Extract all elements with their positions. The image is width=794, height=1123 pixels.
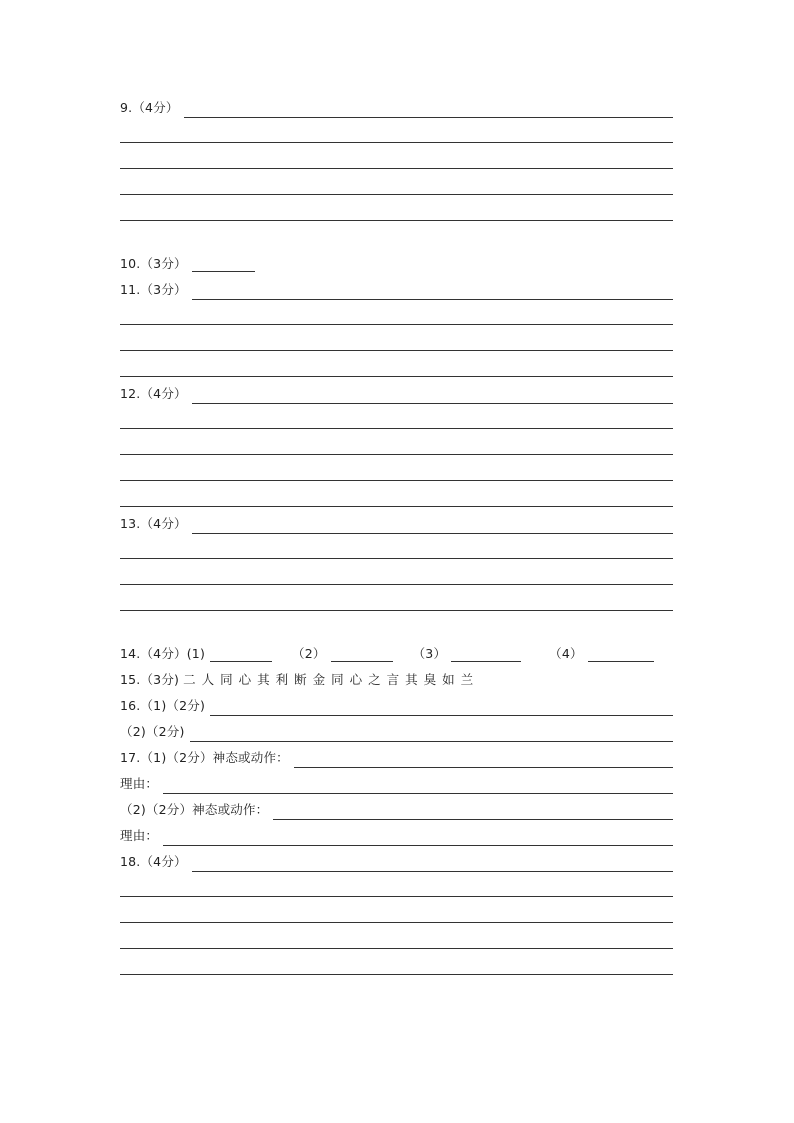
question-9-label: 9.（4分） [120, 100, 179, 115]
answer-line[interactable] [120, 168, 673, 169]
answer-line[interactable] [120, 142, 673, 143]
question-16-part-1-row [120, 696, 673, 716]
question-15-label: 15.（3分) [120, 672, 180, 687]
answer-line[interactable] [120, 584, 673, 585]
question-14-label: 14.（4分）(1) [120, 646, 206, 661]
question-13-label: 13.（4分） [120, 516, 187, 531]
answer-line[interactable] [120, 454, 673, 455]
answer-line[interactable] [120, 922, 673, 923]
question-16-part-2-row [120, 722, 673, 742]
answer-line[interactable] [192, 402, 673, 404]
question-17-part-1-row [120, 748, 673, 768]
question-13-row [120, 514, 673, 534]
answer-blank-1[interactable] [210, 660, 272, 662]
answer-line[interactable] [120, 974, 673, 975]
question-18-row [120, 852, 673, 872]
answer-blank-3[interactable] [451, 660, 521, 662]
question-10-row [120, 254, 320, 274]
answer-blank-4[interactable] [588, 660, 654, 662]
question-17-part-2-label: （2)（2分）神态或动作： [120, 802, 269, 817]
answer-line[interactable] [120, 896, 673, 897]
answer-line[interactable] [120, 480, 673, 481]
question-15-row [120, 670, 673, 690]
answer-line[interactable] [120, 610, 673, 611]
question-17-reason-2-label: 理由： [120, 828, 159, 843]
answer-line[interactable] [120, 324, 673, 325]
question-16-part-1-label: 16.（1)（2分) [120, 698, 206, 713]
question-14-row [120, 644, 673, 664]
answer-line[interactable] [120, 558, 673, 559]
answer-line[interactable] [210, 714, 673, 716]
answer-line[interactable] [120, 948, 673, 949]
answer-line[interactable] [120, 220, 673, 221]
answer-line[interactable] [120, 428, 673, 429]
question-9-row [120, 98, 673, 118]
answer-line[interactable] [192, 870, 673, 872]
answer-line[interactable] [273, 818, 673, 820]
question-11-label: 11.（3分） [120, 282, 187, 297]
question-17-reason-1-label: 理由： [120, 776, 159, 791]
answer-line[interactable] [120, 194, 673, 195]
answer-line[interactable] [163, 792, 673, 794]
question-14-part-2-label: （2） [292, 646, 326, 661]
question-10-label: 10.（3分） [120, 256, 187, 271]
answer-line[interactable] [120, 376, 673, 377]
question-14-part-3-label: （3） [412, 646, 447, 661]
answer-line[interactable] [190, 740, 673, 742]
question-17-part-1-label: 17.（1)（2分）神态或动作： [120, 750, 289, 765]
question-12-row [120, 384, 673, 404]
answer-blank[interactable] [192, 270, 255, 272]
answer-line[interactable] [120, 350, 673, 351]
question-18-label: 18.（4分） [120, 854, 187, 869]
question-14-part-4-label: （4） [549, 646, 583, 661]
answer-blank-2[interactable] [331, 660, 393, 662]
answer-line[interactable] [294, 766, 673, 768]
question-12-label: 12.（4分） [120, 386, 187, 401]
answer-line[interactable] [192, 532, 673, 534]
question-17-reason-1-row [120, 774, 673, 794]
answer-line[interactable] [120, 506, 673, 507]
answer-line[interactable] [184, 116, 673, 118]
question-16-part-2-label: （2)（2分) [120, 724, 185, 739]
answer-line[interactable] [163, 844, 673, 846]
question-17-reason-2-row [120, 826, 673, 846]
question-15-answer: 二人同心其利断金同心之言其臭如兰 [183, 672, 480, 687]
answer-line[interactable] [192, 298, 673, 300]
question-17-part-2-row [120, 800, 673, 820]
question-11-row [120, 280, 673, 300]
